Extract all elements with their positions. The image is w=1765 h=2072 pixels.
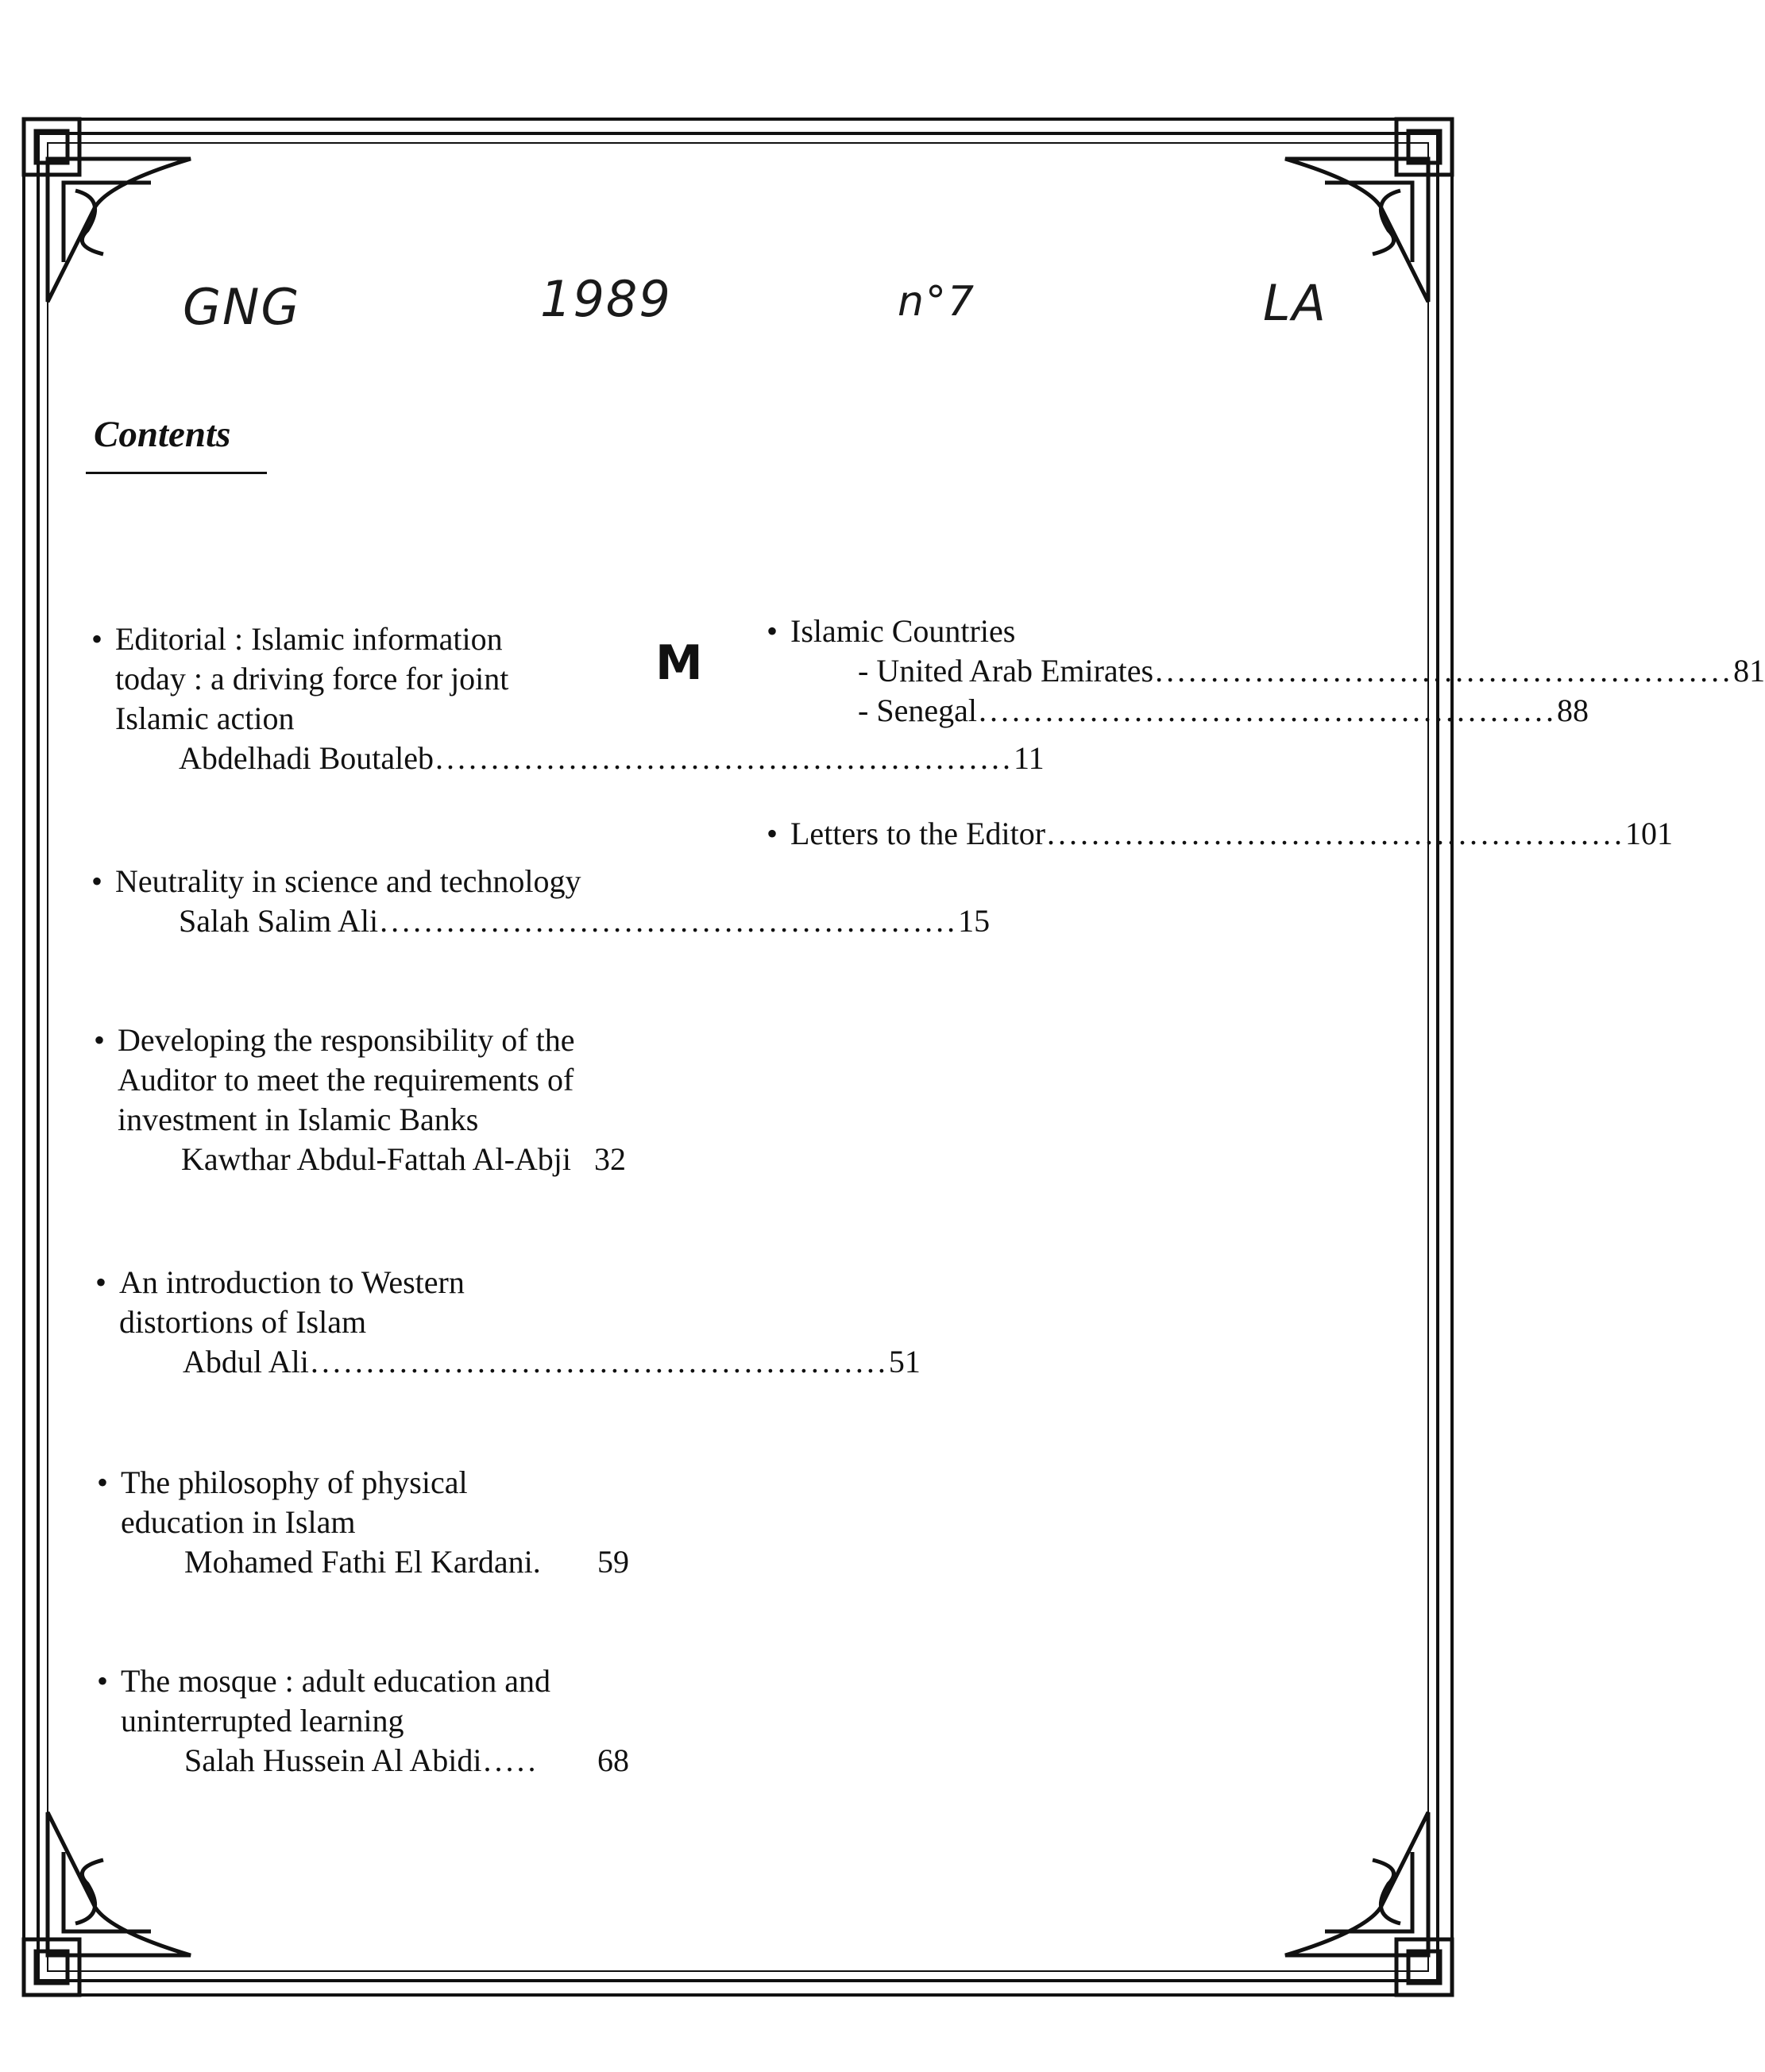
bullet-icon: • (95, 1264, 107, 1300)
toc-entry[interactable] (767, 814, 1674, 854)
toc-entry[interactable] (767, 612, 1765, 731)
leader-dots: ..... (483, 1742, 539, 1778)
leader-dots: .................................................... (380, 903, 959, 939)
handwritten-code: GNG (183, 278, 301, 336)
entry-author: Salah Salim Ali (179, 903, 379, 939)
leader-dots: .................................................... (435, 740, 1014, 776)
subitem-label: - Senegal (858, 693, 977, 728)
toc-entry[interactable] (97, 1463, 629, 1582)
handwritten-year: 1989 (540, 270, 672, 328)
entry-author: Kawthar Abdul-Fattah Al-Abji (181, 1141, 572, 1177)
bullet-icon: • (767, 816, 778, 851)
entry-title-line: An introduction to Western (119, 1264, 465, 1300)
entry-author: Salah Hussein Al Abidi (184, 1742, 482, 1778)
entry-author: Abdelhadi Boutaleb (179, 740, 434, 776)
bullet-icon: • (97, 1663, 109, 1699)
leader-dots (541, 1542, 566, 1582)
entry-page: 59 (597, 1544, 629, 1580)
entry-title-line: Developing the responsibility of the (118, 1022, 575, 1058)
entry-title-line: Neutrality in science and technology (115, 863, 581, 899)
corner-ornament-bottom-right (1285, 1812, 1452, 1995)
toc-entry[interactable] (95, 1263, 921, 1382)
entry-page: 101 (1625, 816, 1674, 851)
bullet-icon: • (97, 1464, 109, 1500)
handwritten-issue: n°7 (898, 278, 976, 326)
subitem-page: 88 (1556, 693, 1589, 728)
entry-title-line: uninterrupted learning (121, 1703, 404, 1738)
handwritten-margin-mark: M (655, 635, 703, 691)
toc-entry[interactable] (97, 1661, 629, 1781)
subitem-page: 81 (1733, 653, 1765, 689)
bullet-icon: • (767, 613, 778, 649)
entry-page: 68 (597, 1742, 629, 1778)
bullet-icon: • (94, 1022, 106, 1058)
entry-title-line: Islamic action (115, 700, 295, 736)
bullet-icon: • (91, 863, 103, 899)
entry-page: 11 (1014, 740, 1045, 776)
leader-dots: .................................................... (1047, 816, 1626, 851)
entry-page: 51 (888, 1344, 921, 1379)
entry-title-line: investment in Islamic Banks (118, 1102, 479, 1137)
entry-title: Letters to the Editor (790, 816, 1046, 851)
entry-title-line: Editorial : Islamic information (115, 621, 503, 657)
title-underline (86, 472, 267, 474)
toc-entry[interactable] (94, 1021, 626, 1179)
toc-entry[interactable] (91, 862, 991, 941)
leader-dots: .................................................... (1155, 653, 1734, 689)
entry-page: 15 (958, 903, 991, 939)
entry-title-line: education in Islam (121, 1504, 356, 1540)
entry-title-line: The mosque : adult education and (121, 1663, 550, 1699)
leader-dots: .................................................... (978, 693, 1557, 728)
entry-title-line: today : a driving force for joint (115, 661, 509, 696)
handwritten-ref: LA (1263, 274, 1327, 332)
corner-ornament-top-left (24, 119, 191, 302)
entry-title-line: The philosophy of physical (121, 1464, 468, 1500)
bullet-icon: • (91, 621, 103, 657)
subitem-label: - United Arab Emirates (858, 653, 1154, 689)
entry-title-line: Islamic Countries (790, 613, 1016, 649)
entry-author: Abdul Ali (183, 1344, 309, 1379)
page-title: Contents (94, 414, 231, 455)
corner-ornament-bottom-left (24, 1812, 191, 1995)
entry-page: 32 (594, 1141, 626, 1177)
leader-dots: .................................................... (310, 1344, 889, 1379)
entry-author: Mohamed Fathi El Kardani. (184, 1544, 541, 1580)
entry-title-line: Auditor to meet the requirements of (118, 1062, 574, 1098)
entry-title-line: distortions of Islam (119, 1304, 367, 1340)
